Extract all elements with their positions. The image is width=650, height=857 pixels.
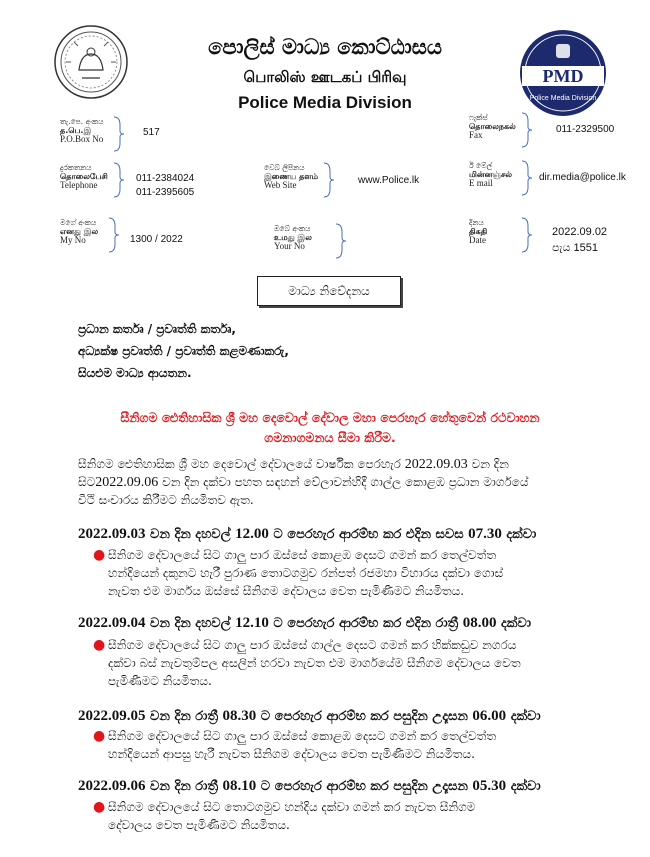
brace-icon [520, 217, 532, 253]
bullet-icon: ● [93, 799, 106, 815]
fax-label: ෆැක්ස් தொலைநகல் Fax [469, 113, 516, 140]
section-line: පැමිණීමට නියමිතය. [108, 674, 212, 688]
section-line: සීනිගම දේවාලයේ සිට තොටගමුව හන්දිය දක්වා ගමන් කර නැවත සීනිගම [108, 800, 476, 814]
subject-line-2: ගමනාගමනය සීමා කිරීම. [264, 430, 396, 445]
section-heading: 2022.09.04 වන දින දහවල් 12.10 ට පෙරහැර ආරම්භ කර එදින රාත්‍රී 08.00 දක්වා [78, 615, 531, 631]
my-no-value: 1300 / 2022 [130, 234, 183, 245]
bullet-icon: ● [93, 637, 106, 653]
pobox-label: තැ.පෙ. අංකය த.பெ.இ P.O.Box No [60, 117, 104, 144]
addressee-line-2: අධ්‍යක්ෂ ප්‍රවෘත්ති / ප්‍රවෘත්ති කළමණාකරු, [78, 344, 289, 358]
section-heading: 2022.09.03 වන දින දහවල් 12.00 ට පෙරහැර ආරම්භ කර එදින සවස 07.30 දක්වා [78, 526, 537, 542]
section-line: සීනිගම දේවාලයේ සිට ගාලු පාර ඔස්සේ කොළඹ දෙසට ගමන් කර තෙල්වත්ත [108, 548, 497, 562]
my-no-label: මගේ අංකය எனது இல My No [60, 218, 99, 245]
brace-icon [322, 162, 334, 198]
section-heading: 2022.09.06 වන දින රාත්‍රී 08.10 ට පෙරහැර ආරම්භ කර පසුදින උදෑසන 05.30 දක්වා [78, 778, 541, 794]
brace-icon [334, 223, 346, 259]
intro-line-3: වීථි සංචාරය කිරීමට නියමිතව ඇත. [78, 493, 254, 507]
brace-icon [112, 162, 124, 198]
addressee-line-1: ප්‍රධාන කර්තෘ / ප්‍රවෘත්ති කර්තෘ, [78, 322, 236, 336]
section-heading: 2022.09.05 වන දින රාත්‍රී 08.30 ට පෙරහැර ආරම්භ කර පසුදින උදෑසන 06.00 දක්වා [78, 708, 541, 724]
subject-line-1: සීනිගම ඓතිහාසික ශ්‍රී මහ දෙවොල් දේවාල මහා පෙරහැර හේතුවෙන් රථවාහන [120, 410, 540, 425]
telephone-value-1: 011-2384024 [136, 173, 195, 184]
section-line: නැවත එම මාර්ගය ඔස්සේ සීනිගම දේවාලය වෙත පැමිණීමට නියමිතය. [108, 584, 465, 598]
brace-icon [112, 116, 124, 152]
pmd-logo-text: PMD [542, 66, 584, 86]
bullet-icon: ● [93, 728, 106, 744]
addressee-line-3: සියළුම මාධ්‍ය ආයතන. [78, 366, 192, 380]
telephone-label: දුරකතනය தொலைபேசி Telephone [60, 163, 108, 190]
pmd-logo-ring-text: Police Media Division [529, 95, 597, 102]
email-value[interactable]: dir.media@police.lk [539, 172, 626, 183]
brace-icon [520, 112, 532, 148]
bullet-icon: ● [93, 547, 106, 563]
pobox-value: 517 [143, 127, 160, 138]
section-line: හන්දියෙන් ආපසු හැරී නැවත සීනිගම දේවාලය වෙත පැමිණීමට නියමිතය. [108, 747, 475, 761]
email-label: ඊ මේල් மின்னஞ்சல் E mail [469, 161, 513, 188]
intro-line-1: සීනිගම ඓතිහාසික ශ්‍රී මහ දෙවොල් දේවාලයේ වාර්ෂික පෙරහැර 2022.09.03 වන දින [78, 457, 509, 472]
your-no-label: ඔබේ අංකය உமது இல Your No [274, 224, 312, 251]
date-label: දිනය திகதி Date [469, 218, 488, 245]
intro-line-2: සිට2022.09.06 වන දින දක්වා පහත සඳහන් වේලාවන්හිදී ගාල්ල කොළඹ ප්‍රධාන මාර්ගයේ [78, 475, 529, 490]
fax-value: 011-2329500 [556, 124, 615, 135]
title-tamil: பொலிஸ் ஊடகப் பிரிவு [243, 68, 407, 86]
pmd-logo [518, 28, 608, 118]
section-line: සීනිගම දේවාලයේ සිට ගාලු පාර ඔස්සේ ගාල්ල දෙසට ගමන් කර හික්කඩුව නගරය [108, 638, 517, 652]
time-value: පැය 1551 [552, 242, 598, 254]
telephone-value-2: 011-2395605 [136, 187, 195, 198]
brace-icon [107, 217, 119, 253]
brace-icon [520, 160, 532, 196]
section-line: දක්වා බස් නැවතුම්පල අසලින් හරවා නැවත එම මාර්ගයේම සීනිගම දේවාලය වෙත [108, 656, 521, 670]
section-line: සීනිගම දේවාලයේ සිට ගාලු පාර ඔස්සේ කොළඹ දෙසට ගමන් කර තෙල්වත්ත [108, 729, 497, 743]
police-crest-icon [52, 22, 130, 102]
notice-title: මාධ්‍ය නිවේදනය [257, 276, 401, 306]
title-sinhala: පොලිස් මාධ්‍ය කොට්ඨාසය [208, 35, 442, 59]
website-label: වෙබ් ලිපිනය இணைய தளம் Web Site [264, 163, 319, 190]
section-line: හන්දියෙන් දකුනට හැරී පුරාණ තොටගමුව රන්පත් රජමහා විහාරය දක්වා ගොස් [108, 566, 504, 580]
website-value[interactable]: www.Police.lk [358, 175, 420, 186]
date-value: 2022.09.02 [552, 226, 608, 238]
section-line: දේවාලය වෙත පැමිණීමට නියමිතය. [108, 818, 290, 832]
title-english: Police Media Division [238, 93, 412, 112]
